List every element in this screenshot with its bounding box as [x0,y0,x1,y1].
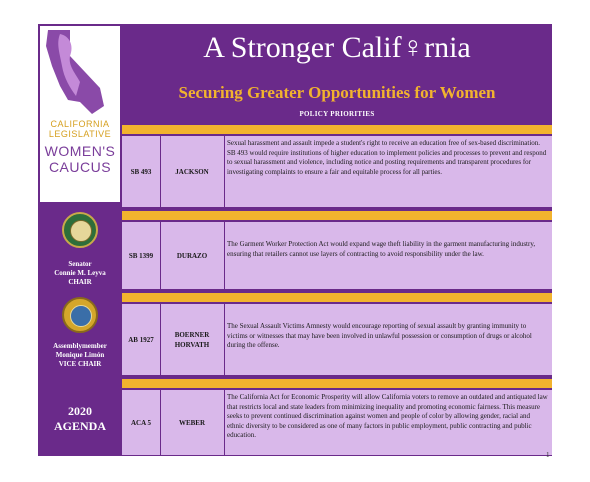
gold-divider [122,124,552,135]
bill-author-name: JACKSON [175,167,209,176]
bill-author [160,390,225,455]
california-silhouette-icon [40,26,120,118]
page-header [122,24,552,124]
logo-line-2: LEGISLATIVE [48,129,112,139]
page-number: 1 [546,451,550,459]
bill-description: Sexual harassment and assault impede a student's right to receive an education free of sex-based discrimination. SB 493 would require institutions of higher education to implement policies and processes to prevent and respond to sexual harassment and violence, including notice and posting requirements and transparent procedures for investigating complaints to ensure a fair and equitable process for all parties. [227,139,547,176]
page-subtitle: Securing Greater Opportunities for Women [178,83,496,102]
bill-row [122,135,552,208]
gold-divider [122,210,552,221]
senator-title: Senator [68,260,92,268]
bill-row [122,221,552,290]
logo-line-4: CAUCUS [48,159,112,175]
bill-description: The Garment Worker Protection Act would expand wage theft liability in the garment manufacturing industry, ensuring that retailers cannot use layers of contracting to avoid responsibility under the law. [227,240,536,258]
gold-divider [122,292,552,303]
bill-number: AB 1927 [122,304,161,375]
logo-line-3: WOMEN'S [44,143,116,159]
bill-author [160,222,225,289]
bill-author-name: HORVATH [174,340,210,349]
bill-author-name: DURAZO [176,251,208,260]
gold-divider [122,378,552,389]
section-label: POLICY PRIORITIES [299,110,375,118]
bill-number: SB 1399 [122,222,161,289]
bill-row [122,389,552,456]
bill-author-name: WEBER [178,418,206,427]
logo-line-1: CALIFORNIA [50,119,110,129]
bill-description: The California Act for Economic Prosperity will allow California voters to remove an outdated and antiquated law that restricts local and state leaders from minimizing inequality and promoting economic fairness. This measure seeks to prevent continued discrimination against women and people of color by allowing gender, racial and ethnic diversity to be considered as one of many factors in public employment, public contracting and public education. [227,393,548,439]
bill-author [160,304,225,375]
assembly-seal-icon [62,297,98,333]
assembly-title: Assemblymember [53,342,107,350]
bill-number: SB 493 [122,136,161,207]
bill-description: The Sexual Assault Victims Amnesty would encourage reporting of sexual assault by granting immunity to victims or witnesses that may have been involved in unlawful possession or consumption of drugs or alcohol during the offense. [227,322,532,349]
bill-author-name: BOERNER [174,330,210,339]
agenda-page [38,24,552,456]
assembly-role: VICE CHAIR [58,360,102,368]
senate-seal-icon [62,212,98,248]
senator-name: Connie M. Leyva [54,269,106,277]
agenda-year: 2020 [68,404,92,418]
page-title: A Stronger Calif♀rnia [203,31,471,64]
caucus-logo [40,26,120,202]
bill-row [122,303,552,376]
bill-author [160,136,225,207]
sidebar [38,24,122,456]
assembly-name: Monique Limón [55,351,105,359]
senator-role: CHAIR [68,278,92,286]
agenda-label: AGENDA [53,419,106,433]
bill-number: ACA 5 [122,390,161,455]
